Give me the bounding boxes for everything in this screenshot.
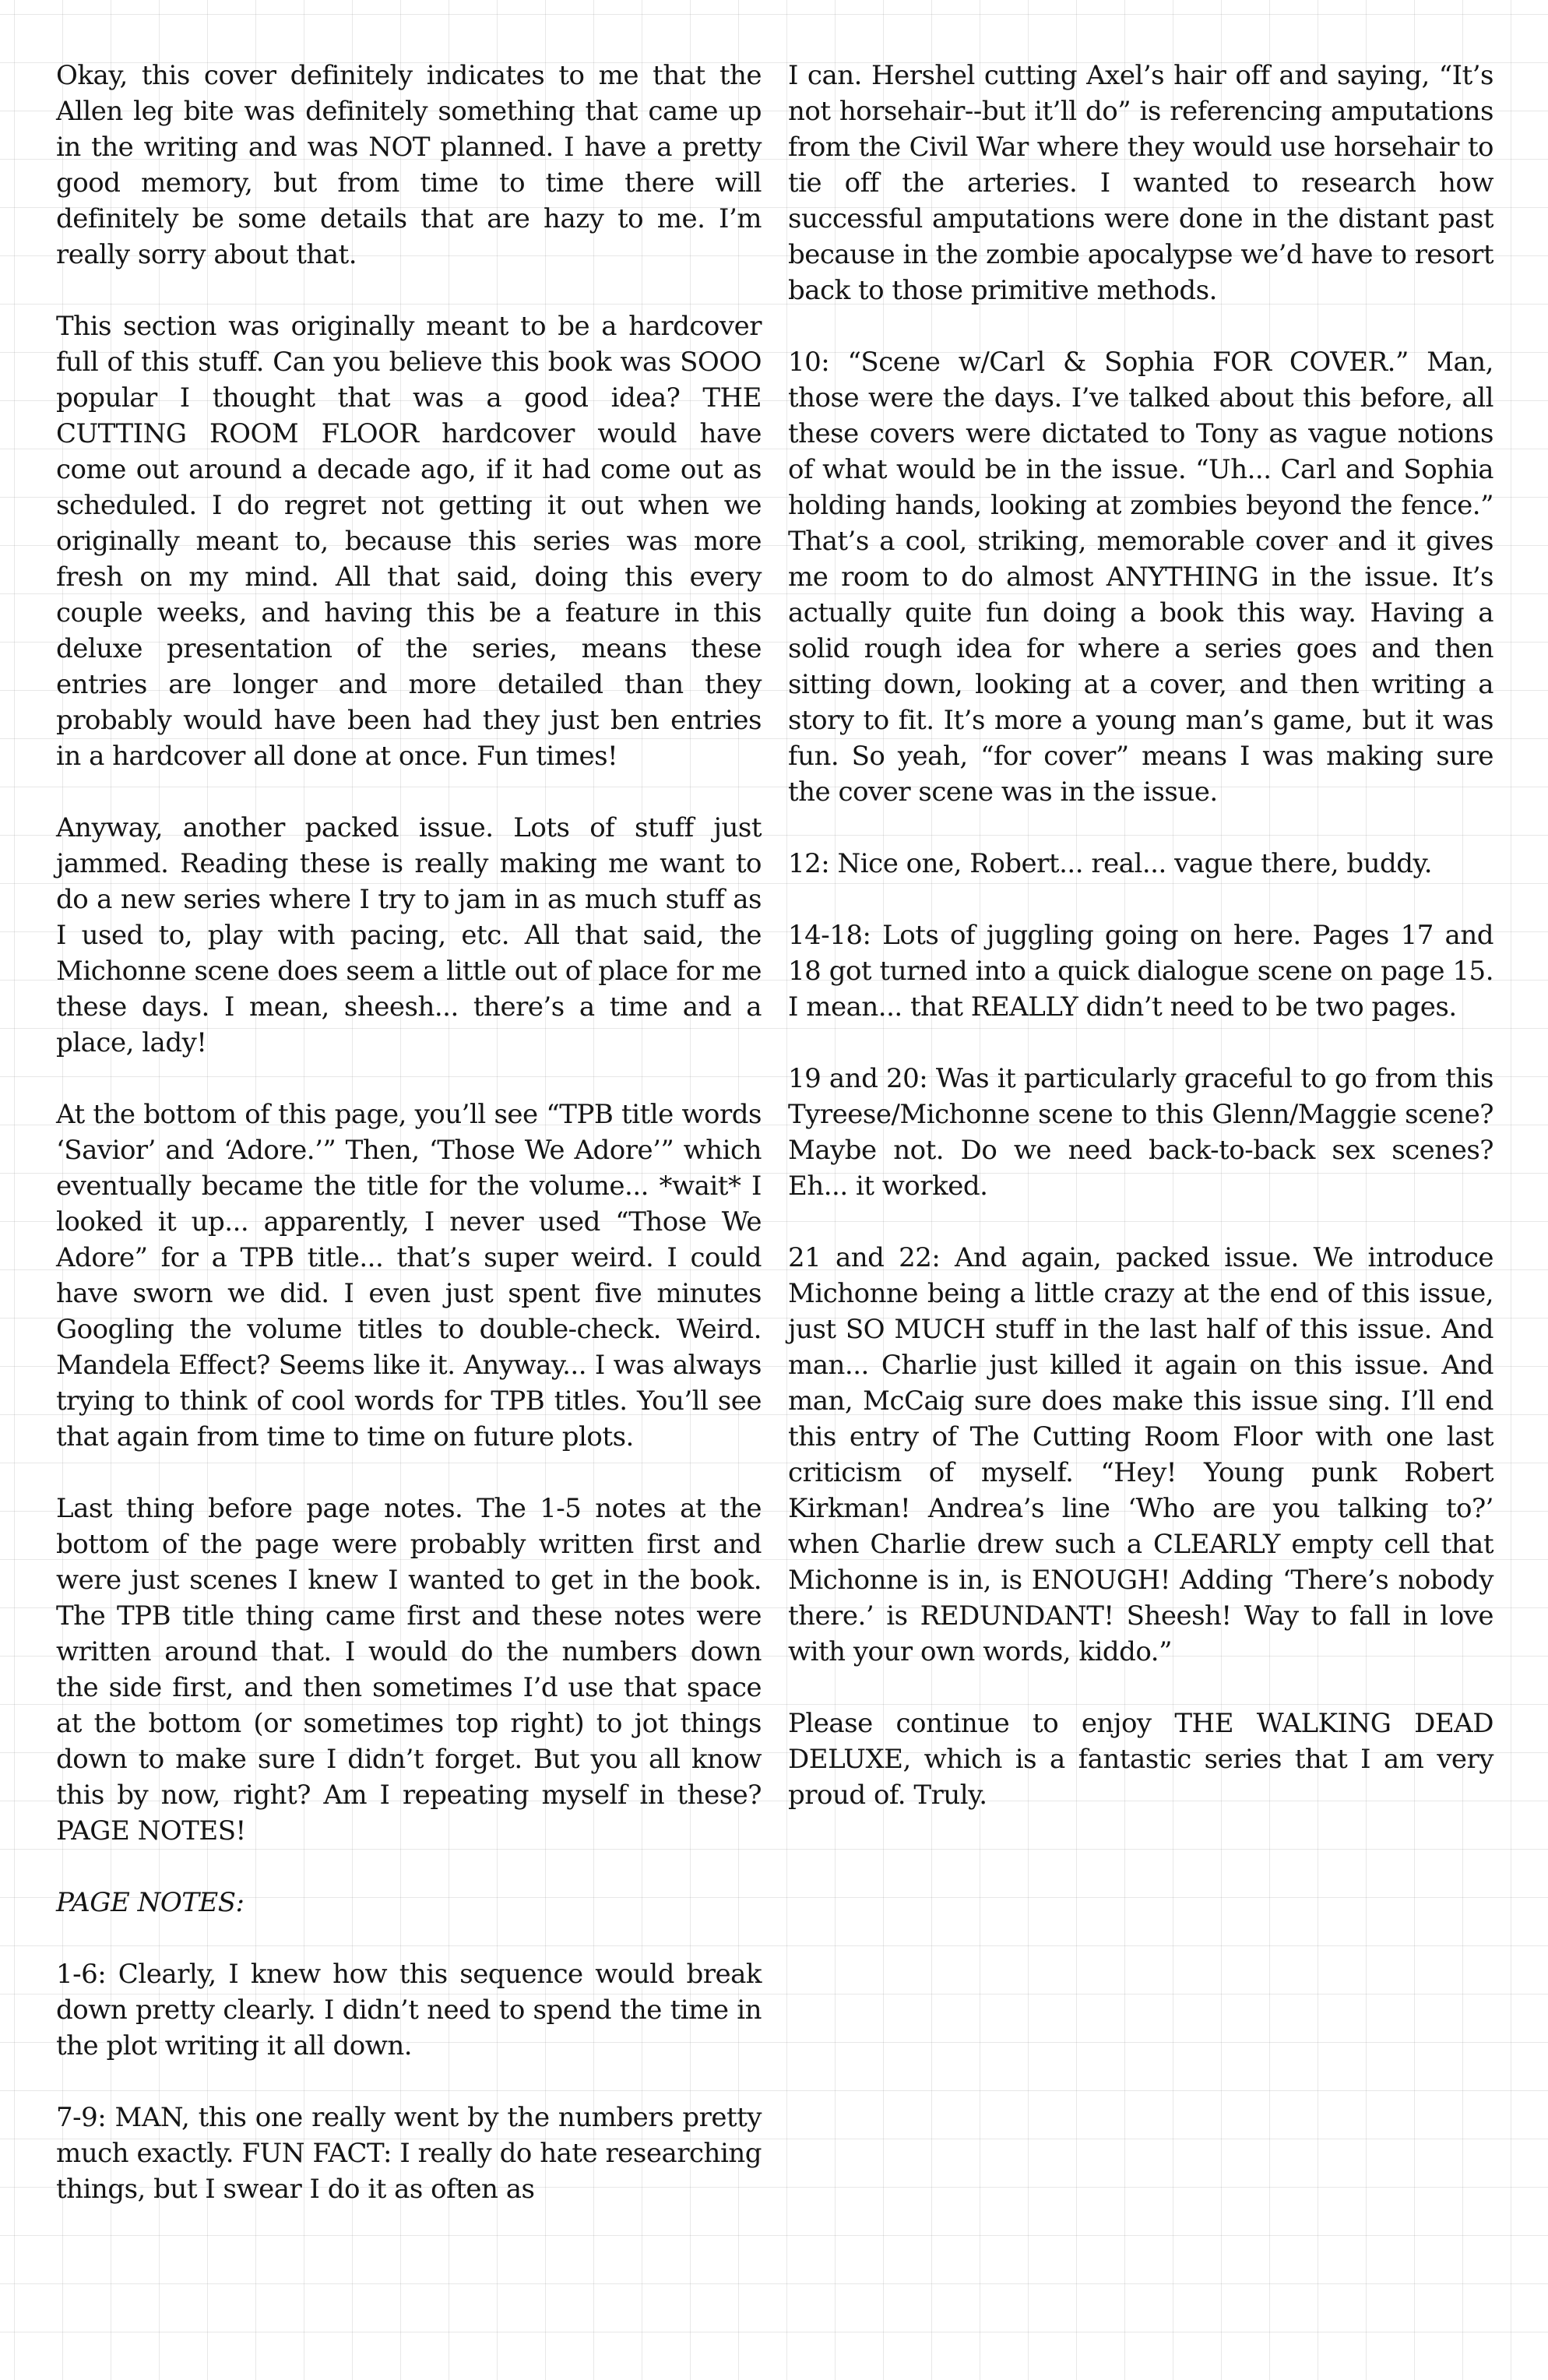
paragraph-cover-leg-bite: Okay, this cover definitely indicates to me that the Allen leg bite was definitely something that came up in the writing and was NOT planned. I have a pretty good memory, but from time to time there will definitely be some details that are hazy to me. I’m really sorry about that. xyxy=(56,60,762,270)
note-pages-7-9: 7-9: MAN, this one really went by the numbers pretty much exactly. FUN FACT: I really do hate researching things, but I swear I do it as often as xyxy=(56,2102,762,2205)
closing-paragraph: Please continue to enjoy THE WALKING DEAD DELUXE, which is a fantastic series that I am very proud of. Truly. xyxy=(788,1708,1493,1811)
paragraph-hardcover-history: This section was originally meant to be a hardcover full of this stuff. Can you believe this book was SOOO popular I thought that was a good idea? THE CUTTING ROOM FLOOR hardcover would have come out around a decade ago, if it had come out as scheduled. I do regret not getting it out when we originally meant to, because this series was more fresh on my mind. All that said, doing this every couple weeks, and having this be a feature in this deluxe presentation of the series, means these entries are longer and more detailed than they probably would have been had they just ben entries in a hardcover all done at once. Fun times! xyxy=(56,311,762,772)
paragraph-packed-issue: Anyway, another packed issue. Lots of stuff just jammed. Reading these is really making me want to do a new series where I try to jam in as much stuff as I used to, play with pacing, etc. All that said, the Michonne scene does seem a little out of place for me these days. I mean, sheesh... there’s a time and a place, lady! xyxy=(56,812,762,1058)
left-column xyxy=(56,58,762,2243)
note-pages-21-22: 21 and 22: And again, packed issue. We introduce Michonne being a little crazy at the end of this issue, just SO MUCH stuff in the last half of this issue. And man... Charlie just killed it again on this issue. And man, McCaig sure does make this issue sing. I’ll end this entry of The Cutting Room Floor with one last criticism of myself. “Hey! Young punk Robert Kirkman! Andrea’s line ‘Who are you talking to?’ when Charlie drew such a CLEARLY empty cell that Michonne is in, is ENOUGH! Adding ‘There’s nobody there.’ is REDUNDANT! Sheesh! Way to fall in love with your own words, kiddo.” xyxy=(788,1242,1493,1667)
paragraph-before-page-notes: Last thing before page notes. The 1-5 notes at the bottom of the page were probably written first and were just scenes I knew I wanted to get in the book. The TPB title thing came first and these notes were written around that. I would do the numbers down the side first, and then sometimes I’d use that space at the bottom (or sometimes top right) to jot things down to make sure I didn’t forget. But you all know this by now, right? Am I repeating myself in these? PAGE NOTES! xyxy=(56,1493,762,1847)
paragraph-tpb-title: At the bottom of this page, you’ll see “TPB title words ‘Savior’ and ‘Adore.’” Then, ‘Those We Adore’” which eventually became the title for the volume... *wait* I looked it up... apparently, I never used “Those We Adore” for a TPB title... that’s super weird. I could have sworn we did. I even just spent five minutes Googling the volume titles to double-check. Weird. Mandela Effect? Seems like it. Anyway... I was always trying to think of cool words for TPB titles. You’ll see that again from time to time on future plots. xyxy=(56,1099,762,1452)
note-pages-1-6: 1-6: Clearly, I knew how this sequence would break down pretty clearly. I didn’t need to spend the time in the plot writing it all down. xyxy=(56,1959,762,2061)
note-pages-7-9-continued: I can. Hershel cutting Axel’s hair off and saying, “It’s not horsehair--but it’ll do” is referencing amputations from the Civil War where they would use horsehair to tie off the arteries. I wanted to research how successful amputations were done in the distant past because in the zombie apocalypse we’d have to resort back to those primitive methods. xyxy=(788,60,1493,306)
right-column xyxy=(788,58,1493,1849)
page-notes-heading: PAGE NOTES: xyxy=(56,1887,245,1918)
note-pages-19-20: 19 and 20: Was it particularly graceful to go from this Tyreese/Michonne scene to this Glenn/Maggie scene? Maybe not. Do we need back-to-back sex scenes? Eh... it worked. xyxy=(788,1063,1493,1202)
note-page-12: 12: Nice one, Robert... real... vague there, buddy. xyxy=(788,848,1433,879)
note-page-10: 10: “Scene w/Carl & Sophia FOR COVER.” Man, those were the days. I’ve talked about this before, all these covers were dictated to Tony as vague notions of what would be in the issue. “Uh... Carl and Sophia holding hands, looking at zombies beyond the fence.” That’s a cool, striking, memorable cover and it gives me room to do almost ANYTHING in the issue. It’s actually quite fun doing a book this way. Having a solid rough idea for where a series goes and then sitting down, looking at a cover, and then writing a story to fit. It’s more a young man’s game, but it was fun. So yeah, “for cover” means I was making sure the cover scene was in the issue. xyxy=(788,347,1493,808)
note-pages-14-18: 14-18: Lots of juggling going on here. Pages 17 and 18 got turned into a quick dialogue scene on page 15. I mean... that REALLY didn’t need to be two pages. xyxy=(788,920,1493,1023)
